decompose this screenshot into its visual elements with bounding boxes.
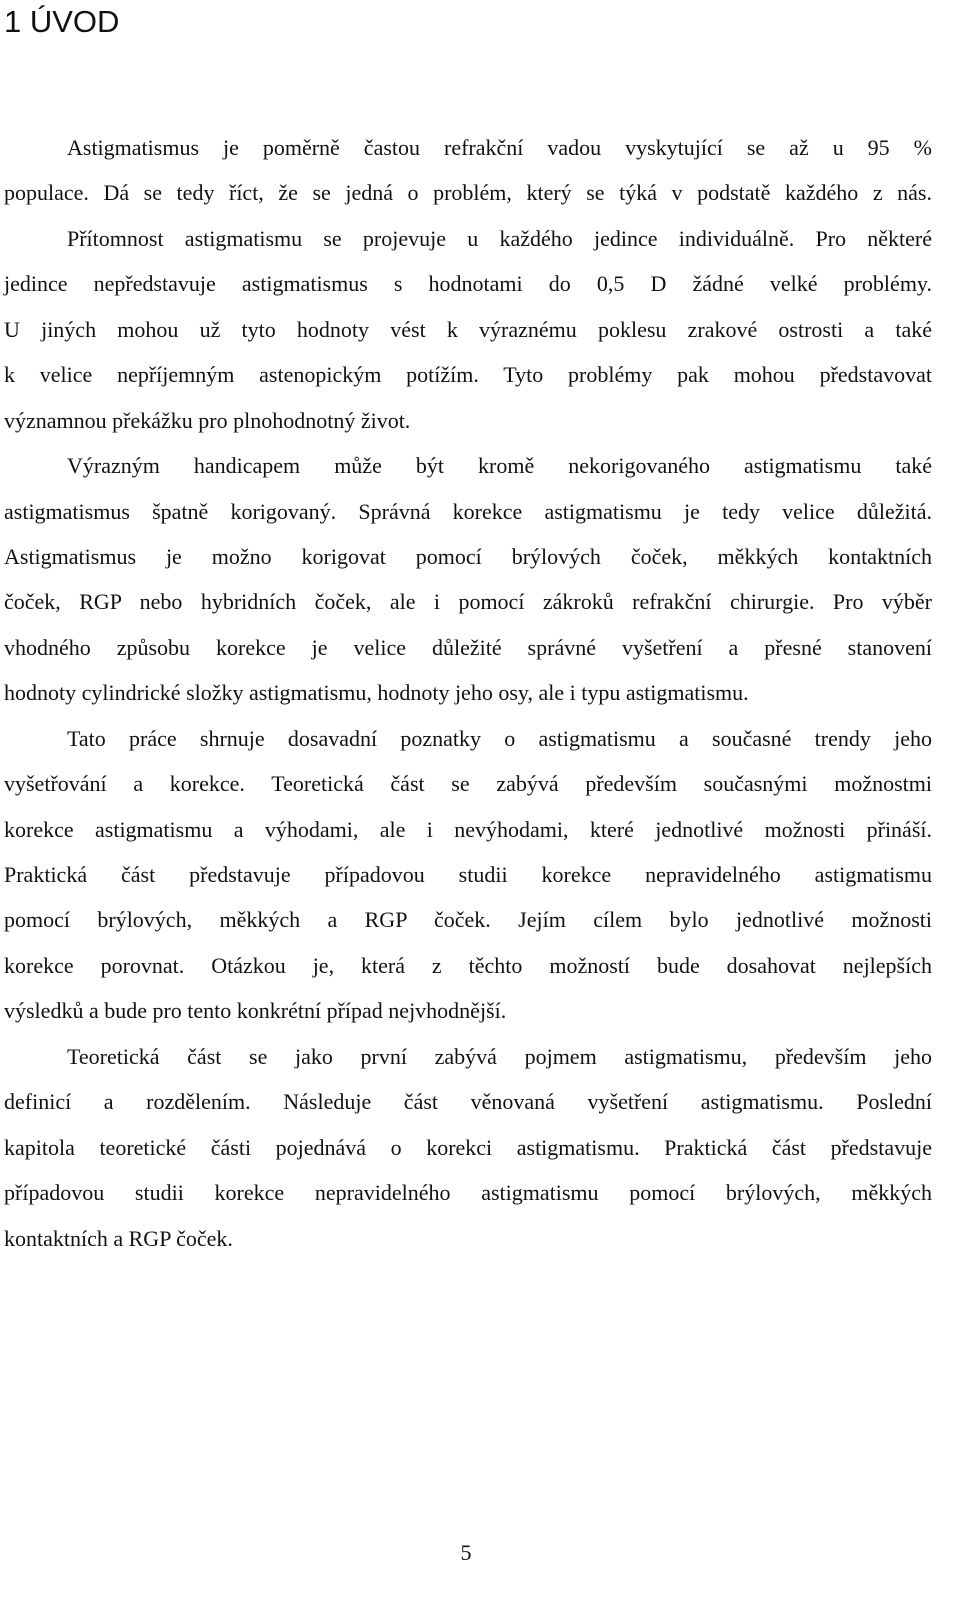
body-text (0, 125, 932, 1261)
text-line: pomocí brýlových, měkkých a RGP čoček. Jejím cílem bylo jednotlivé možnosti (4, 907, 932, 933)
text-line: korekce astigmatismu a výhodami, ale i nevýhodami, které jednotlivé možnosti přináší. (4, 816, 932, 842)
text-line: U jiných mohou už tyto hodnoty vést k výraznému poklesu zrakové ostrosti a také (4, 316, 932, 342)
text-line: kontaktních a RGP čoček. (4, 1225, 233, 1251)
text-line: Tato práce shrnuje dosavadní poznatky o astigmatismu a současné trendy jeho (67, 725, 932, 751)
text-line: Astigmatismus je poměrně častou refrakční vadou vyskytující se až u 95 % (67, 135, 932, 160)
text-line: výsledků a bude pro tento konkrétní případ nejvhodnější. (4, 998, 507, 1024)
text-line: Teoretická část se jako první zabývá pojmem astigmatismu, především jeho (67, 1043, 932, 1069)
text-line: vhodného způsobu korekce je velice důležité správné vyšetření a přesné stanovení (4, 634, 932, 660)
text-line: Přítomnost astigmatismu se projevuje u každého jedince individuálně. Pro některé (67, 225, 932, 251)
text-line: čoček, RGP nebo hybridních čoček, ale i pomocí zákroků refrakční chirurgie. Pro výběr (4, 589, 932, 615)
text-line: Výrazným handicapem může být kromě nekorigovaného astigmatismu také (67, 453, 932, 479)
chapter-heading: 1 ÚVOD (4, 4, 120, 39)
text-line: kapitola teoretické části pojednává o korekci astigmatismu. Praktická část představuje (4, 1134, 932, 1160)
text-line: případovou studii korekce nepravidelného astigmatismu pomocí brýlových, měkkých (4, 1180, 932, 1206)
text-line: vyšetřování a korekce. Teoretická část se zabývá především současnými možnostmi (4, 771, 932, 797)
text-line: významnou překážku pro plnohodnotný život. (4, 407, 411, 433)
text-line: populace. Dá se tedy říct, že se jedná o problém, který se týká v podstatě každého z nás. (4, 180, 932, 206)
text-line: Praktická část představuje případovou studii korekce nepravidelného astigmatismu (4, 862, 932, 887)
text-line: jedince nepředstavuje astigmatismus s hodnotami do 0,5 D žádné velké problémy. (4, 271, 932, 297)
page-number: 5 (460, 1540, 472, 1565)
text-line: Astigmatismus je možno korigovat pomocí brýlových čoček, měkkých kontaktních (4, 543, 932, 569)
text-line: k velice nepříjemným astenopickým potížím. Tyto problémy pak mohou představovat (4, 362, 932, 388)
text-line: hodnoty cylindrické složky astigmatismu, hodnoty jeho osy, ale i typu astigmatismu. (4, 680, 749, 706)
text-line: astigmatismus špatně korigovaný. Správná korekce astigmatismu je tedy velice důležitá. (4, 498, 932, 524)
text-line: korekce porovnat. Otázkou je, která z těchto možností bude dosahovat nejlepších (4, 952, 932, 978)
text-line: definicí a rozdělením. Následuje část věnovaná vyšetření astigmatismu. Poslední (4, 1089, 932, 1115)
